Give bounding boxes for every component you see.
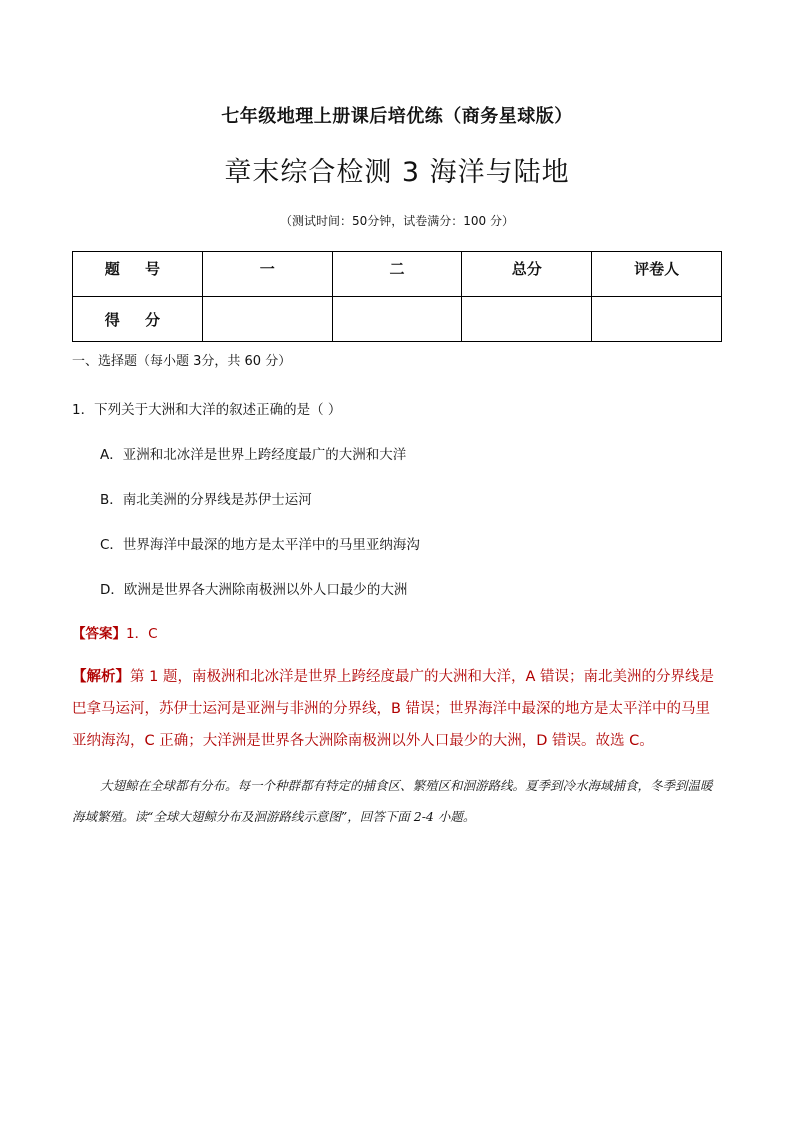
score-header-cell: 题 号 [73, 252, 203, 297]
score-cell [202, 297, 332, 342]
score-header-cell: 总分 [462, 252, 592, 297]
analysis-tag: 【解析】 [72, 669, 130, 685]
score-row-label: 得 分 [73, 297, 203, 342]
section-heading: 一、选择题（每小题 3分，共 60 分） [72, 354, 292, 369]
question-option-b: B．南北美洲的分界线是苏伊士运河 [100, 492, 312, 508]
score-cell [592, 297, 722, 342]
score-header-cell: 评卷人 [592, 252, 722, 297]
exam-meta: （测试时间：50分钟，试卷满分：100 分） [280, 214, 514, 228]
score-table-header-row [73, 252, 722, 297]
score-cell [332, 297, 462, 342]
document-title: 章末综合检测 3 海洋与陆地 [224, 157, 570, 188]
document-subtitle: 七年级地理上册课后培优练（商务星球版） [221, 106, 573, 127]
question-stem: 1．下列关于大洲和大洋的叙述正确的是（ ） [72, 402, 342, 418]
analysis-block [72, 661, 724, 757]
score-header-cell: 二 [332, 252, 462, 297]
reading-passage: 大翅鲸在全球都有分布。每一个种群都有特定的捕食区、繁殖区和洄游路线。夏季到冷水海域捕食，冬季到温暖海域繁殖。读“全球大翅鲸分布及洄游路线示意图”，回答下面 2-4 小题。 [72, 778, 713, 824]
score-header-cell: 一 [202, 252, 332, 297]
question-option-c: C．世界海洋中最深的地方是太平洋中的马里亚纳海沟 [100, 537, 420, 553]
score-table-score-row [73, 297, 722, 342]
answer-text: 1．C [126, 626, 158, 642]
answer-tag: 【答案】 [72, 626, 126, 642]
score-cell [462, 297, 592, 342]
answer-line [72, 622, 158, 642]
score-table [72, 251, 722, 342]
analysis-text: 第 1 题，南极洲和北冰洋是世界上跨经度最广的大洲和大洋，A 错误；南北美洲的分界线是巴拿马运河，苏伊士运河是亚洲与非洲的分界线，B 错误；世界海洋中最深的地方是太平洋中的马里亚纳海沟，C 正确；大洋洲是世界各大洲除南极洲以外人口最少的大洲，D 错误。故选 C。 [72, 669, 714, 749]
question-option-a: A．亚洲和北冰洋是世界上跨经度最广的大洲和大洋 [100, 447, 407, 463]
question-option-d: D．欧洲是世界各大洲除南极洲以外人口最少的大洲 [100, 582, 408, 598]
